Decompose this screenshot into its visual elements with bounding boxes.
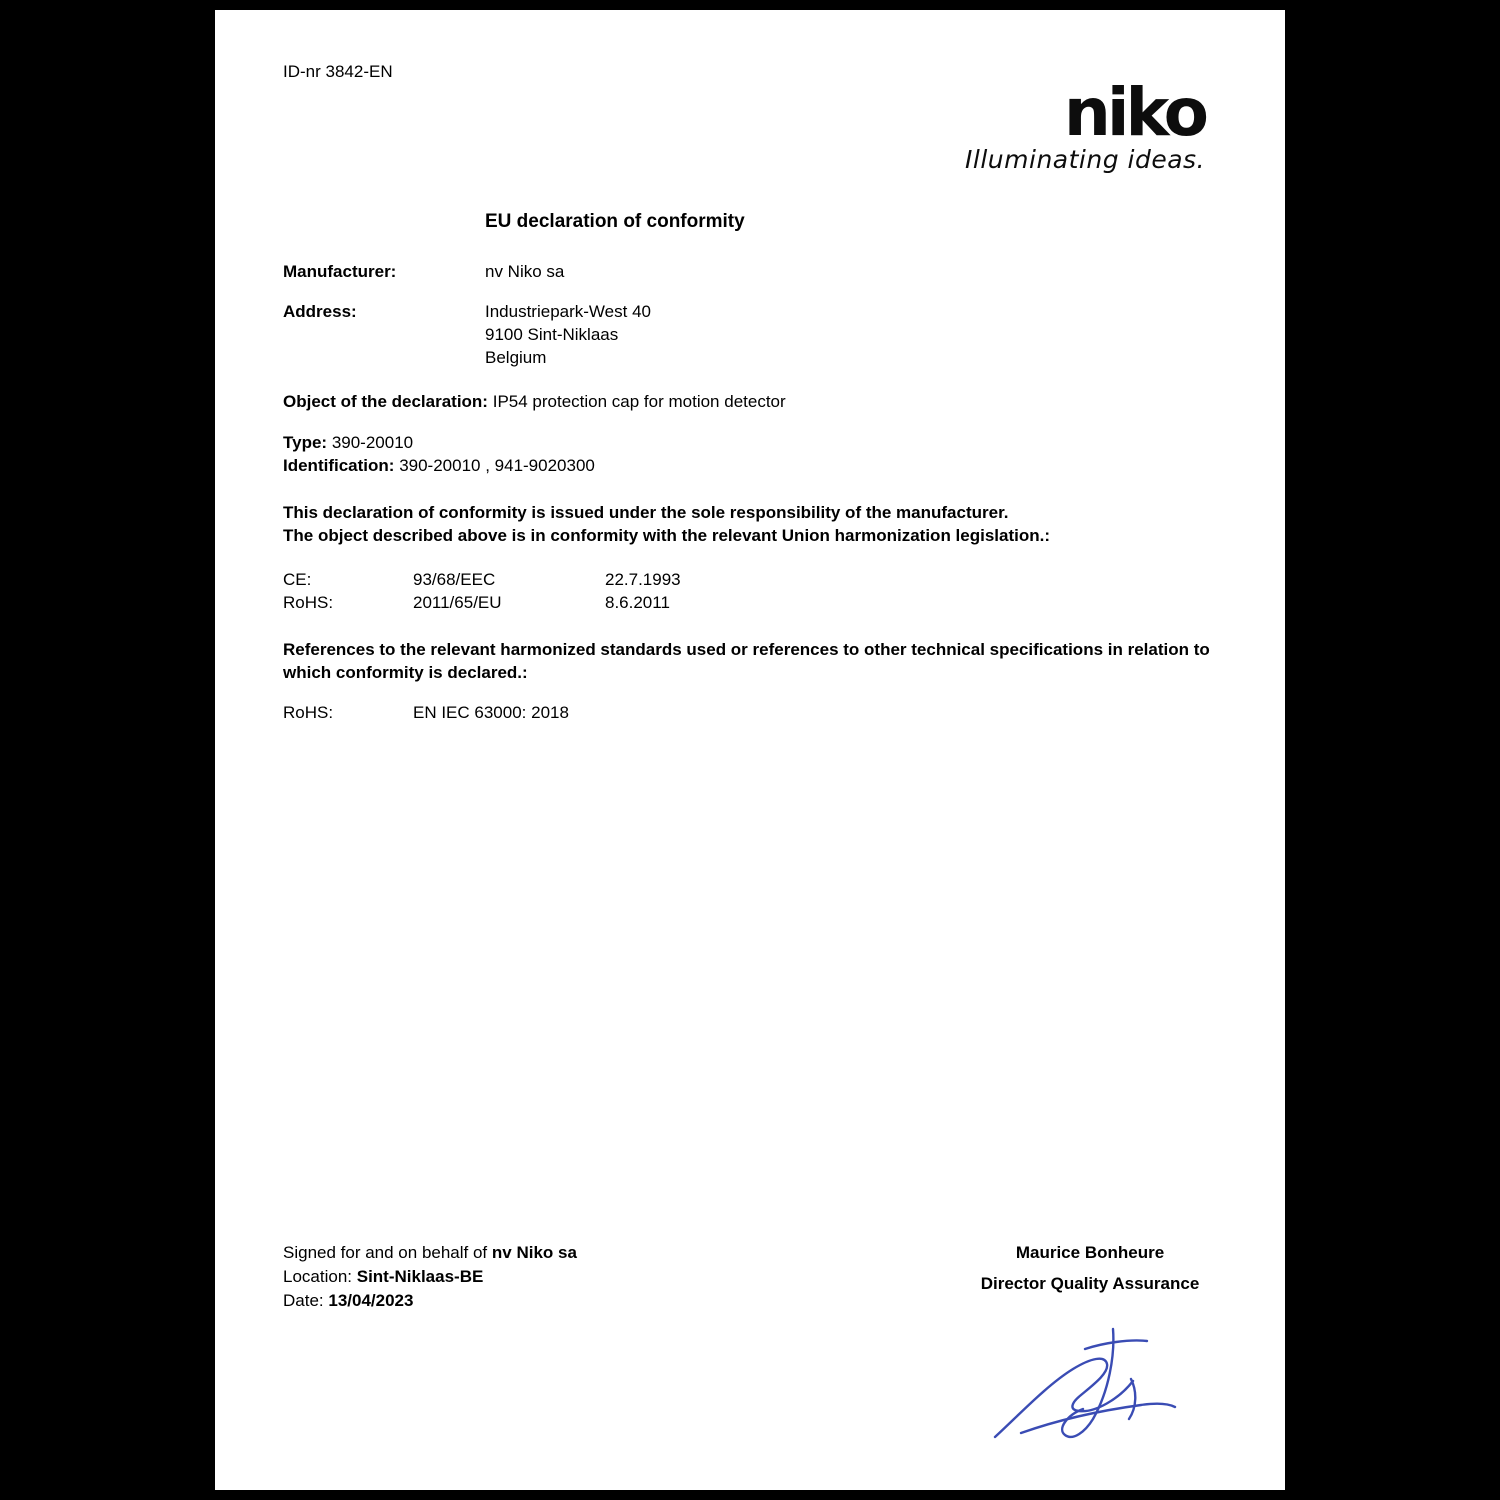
legislation-date: 22.7.1993 (605, 570, 681, 589)
declaration-page (215, 10, 1285, 1490)
location-value: Sint-Niklaas-BE (356, 1267, 484, 1286)
date-value: 13/04/2023 (328, 1291, 414, 1310)
address-line-3: Belgium (485, 348, 547, 367)
object-of-declaration-line (283, 390, 1228, 413)
location-label: Location: (283, 1267, 357, 1286)
page-title: EU declaration of conformity (485, 211, 745, 232)
manufacturer-label: Manufacturer: (283, 262, 397, 281)
address-line-2: 9100 Sint-Niklaas (485, 325, 619, 344)
signatory-block (955, 1241, 1225, 1295)
conformity-statement-line: The object described above is in conformity with the relevant Union harmonization legislation.: (283, 526, 1051, 545)
signature-image (985, 1315, 1185, 1455)
type-line (283, 431, 413, 454)
signatory-title: Director Quality Assurance (980, 1274, 1200, 1293)
identification-line (283, 454, 595, 477)
object-label: Object of the declaration: (283, 392, 488, 411)
location-line (283, 1265, 577, 1289)
address-line-1: Industriepark-West 40 (485, 302, 651, 321)
date-line (283, 1289, 577, 1313)
standards-row (283, 701, 883, 724)
legislation-name: CE: (283, 570, 312, 589)
legislation-directive: 93/68/EEC (413, 570, 496, 589)
legislation-date: 8.6.2011 (605, 593, 670, 612)
identification-label: Identification: (283, 456, 395, 475)
responsibility-statement-line: This declaration of conformity is issued under the sole responsibility of the manufacturer. (283, 503, 1009, 522)
standards-heading: References to the relevant harmonized standards used or references to other technical specifications in relation to which conformity is declared.: (283, 640, 1210, 682)
legislation-row (283, 568, 883, 591)
type-value: 390-20010 (331, 433, 414, 452)
niko-logo-tagline: Illuminating ideas. (965, 145, 1205, 174)
signed-company: nv Niko sa (491, 1243, 577, 1262)
niko-logo-wordmark: niko (1063, 74, 1205, 151)
type-label: Type: (283, 433, 328, 452)
standard-value: EN IEC 63000: 2018 (413, 703, 569, 722)
signed-block (283, 1241, 577, 1313)
responsibility-statement (283, 501, 1228, 547)
date-label: Date: (283, 1291, 329, 1310)
address-label: Address: (283, 302, 357, 321)
standard-name: RoHS: (283, 703, 334, 722)
object-value: IP54 protection cap for motion detector (492, 392, 786, 411)
niko-logo (965, 74, 1205, 174)
signed-for-line (283, 1241, 577, 1265)
document-id: ID-nr 3842-EN (283, 62, 393, 81)
legislation-row (283, 591, 883, 614)
identification-value: 390-20010 , 941-9020300 (399, 456, 595, 475)
manufacturer-value: nv Niko sa (485, 262, 565, 281)
legislation-directive: 2011/65/EU (413, 593, 502, 612)
signatory-name: Maurice Bonheure (1015, 1243, 1165, 1262)
signed-prefix: Signed for and on behalf of (283, 1243, 492, 1262)
legislation-name: RoHS: (283, 593, 334, 612)
